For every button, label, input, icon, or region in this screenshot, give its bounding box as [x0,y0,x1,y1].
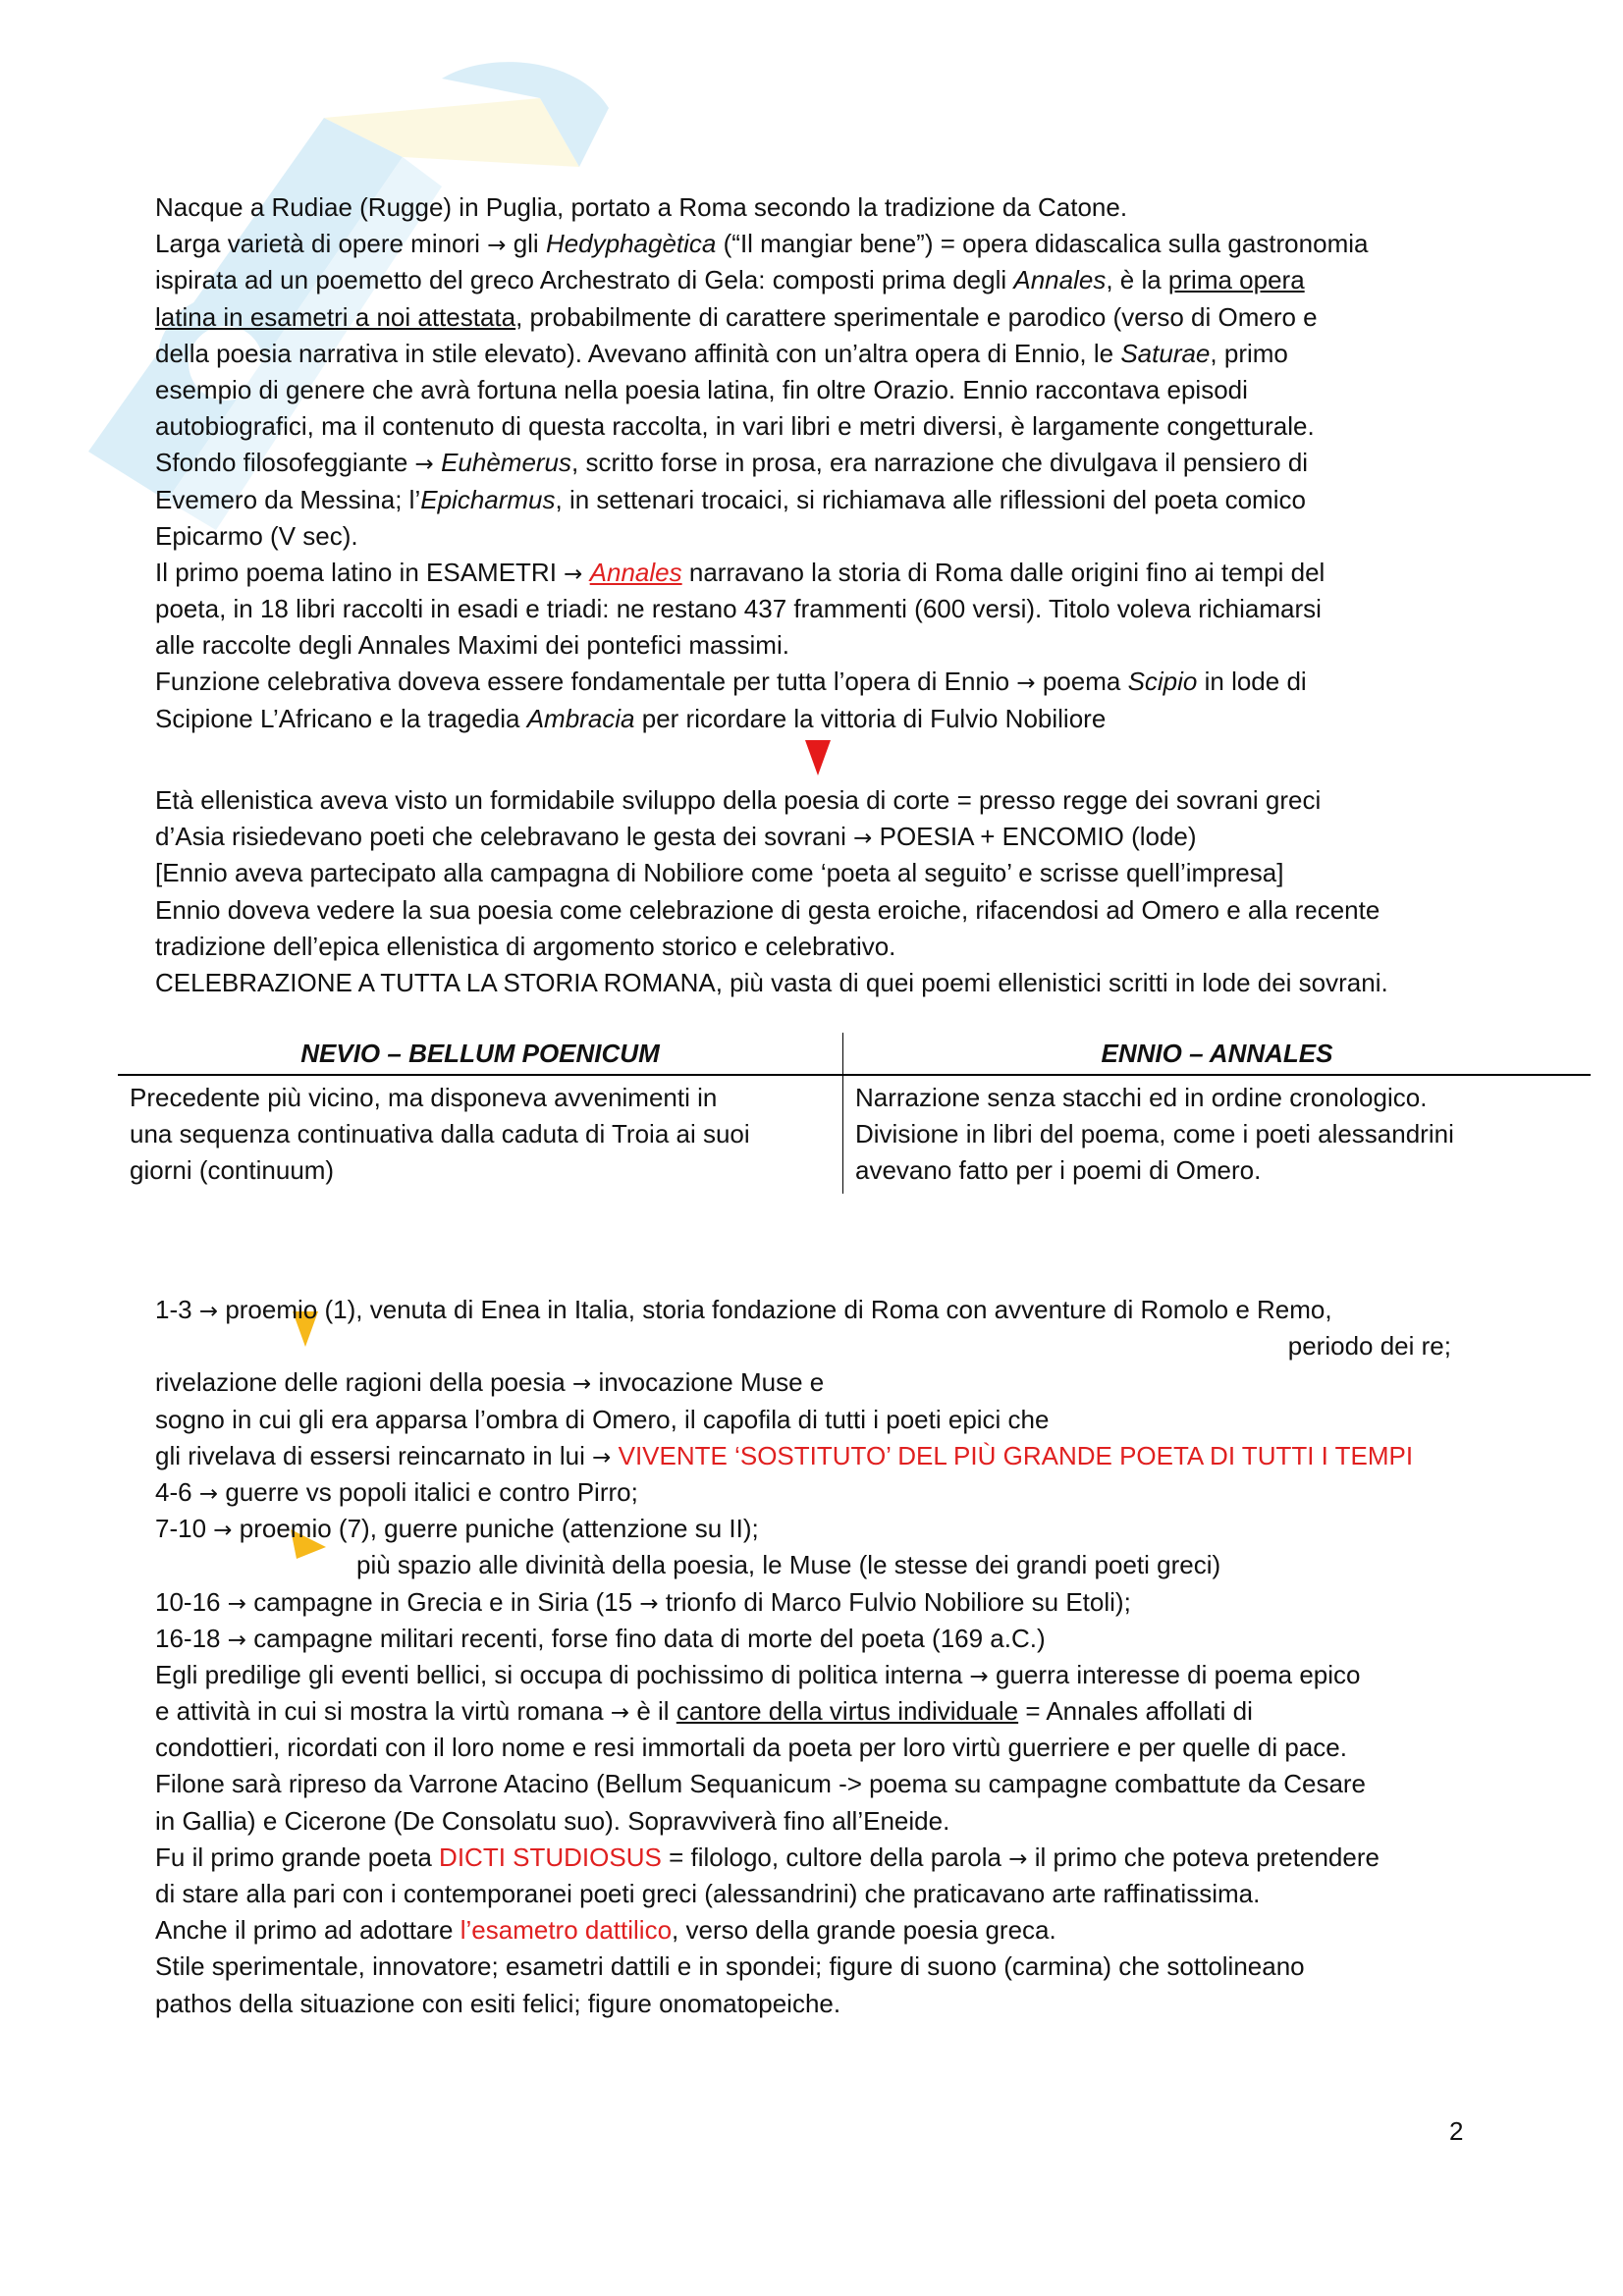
text-line [155,1766,1510,1802]
table-header-nevio: NEVIO – BELLUM POENICUM [118,1033,843,1075]
text-run: narravano la storia di Roma dalle origini fino ai tempi del [681,557,1325,587]
text-run [582,558,589,587]
arrow-icon: → [853,826,873,852]
text-line [155,929,1510,965]
text-line [155,1474,1510,1511]
page-number: 2 [1449,2116,1464,2146]
text-run: = Annales affollati di [1018,1696,1253,1727]
text-run: Funzione celebrativa doveva essere fondamentale per tutta l’opera di Ennio [155,667,1017,697]
highlighted-text: Annales [589,557,682,587]
text-line [155,1986,1510,2022]
text-run: , probabilmente di carattere sperimentale e parodico (verso di Omero e [515,301,1318,332]
table-line: Precedente più vicino, ma disponeva avvenimenti in [130,1083,718,1112]
text-line [155,1840,1510,1876]
italic-title: Epicharmus [420,484,556,514]
arrow-icon: → [969,1663,989,1689]
text-run: sogno in cui gli era apparsa l’ombra di Omero, il capofila di tutti i poeti epici che [155,1404,1050,1434]
text-line [155,1328,1510,1364]
text-line [155,518,1510,555]
text-run: esempio di genere che avrà fortuna nella poesia latina, fin oltre Orazio. Ennio raccontava episodi [155,374,1248,404]
text-run: proemio (1), venuta di Enea in Italia, storia fondazione di Roma con avventure di Romolo e Remo, [218,1295,1332,1324]
text-line [155,701,1510,737]
text-run: della poesia narrativa in stile elevato). Avevano affinità con un’altra opera di Ennio, le [155,338,1121,368]
text-line [155,1803,1510,1840]
text-line [155,627,1510,664]
text-run: CELEBRAZIONE A TUTTA LA STORIA ROMANA, più vasta di quei poemi ellenistici scritti in lode dei sovrani. [155,967,1388,997]
arrow-icon: → [227,1590,247,1617]
arrow-icon: → [564,561,583,587]
text-run [611,1441,618,1470]
text-run: d’Asia risiedevano poeti che celebravano le gesta dei sovrani [155,822,854,852]
text-line [155,1949,1510,1985]
text-run: Egli predilige gli eventi bellici, si occupa di pochissimo di politica interna [155,1659,970,1689]
text-run: in Gallia) e Cicerone (De Consolatu suo). Sopravviverà fino all’Eneide. [155,1805,950,1836]
text-run: Ennio doveva vedere la sua poesia come celebrazione di gesta eroiche, rifacendosi ad Omero e alla recente [155,894,1380,925]
table-line: una sequenza continuativa dalla caduta di Troia ai suoi [130,1119,750,1149]
text-line [155,1657,1510,1693]
text-line [155,1584,1510,1621]
annales-books-block [155,1292,1510,2022]
table-line: avevano fatto per i poemi di Omero. [855,1155,1262,1186]
text-run: proemio (7), guerre puniche (attenzione su II); [232,1514,759,1544]
text-line [155,892,1510,929]
text-line [155,965,1510,1001]
table-line: Divisione in libri del poema, come i poeti alessandrini [855,1119,1454,1149]
table-line: Narrazione senza stacchi ed in ordine cronologico. [855,1083,1428,1112]
underlined-text: cantore della virtus individuale [676,1696,1019,1727]
text-run: rivelazione delle ragioni della poesia [155,1367,572,1398]
text-run: Larga varietà di opere minori [155,229,488,259]
text-run: campagne militari recenti, forse fino data di morte del poeta (169 a.C.) [246,1623,1046,1653]
text-run: Epicarmo (V sec). [155,520,358,551]
text-run: invocazione Muse e [591,1367,825,1398]
text-run: tradizione dell’epica ellenistica di argomento storico e celebrativo. [155,931,896,961]
text-line [155,855,1510,891]
arrow-icon: → [487,233,507,259]
highlighted-text: l’esametro dattilico [460,1915,673,1946]
text-line [155,262,1510,298]
text-line [155,445,1510,481]
text-run: , è la [1106,265,1168,295]
arrow-icon: → [227,1627,247,1653]
italic-title: Scipio [1127,667,1198,697]
text-run: Anche il primo ad adottare [155,1915,460,1946]
text-run: Filone sarà ripreso da Varrone Atacino (Bellum Sequanicum -> poema su campagne combattute da Cesare [155,1769,1367,1799]
text-run: Stile sperimentale, innovatore; esametri dattili e in spondei; figure di suono (carmina) che sottolineano [155,1951,1305,1982]
text-run: Fu il primo grande poeta [155,1842,440,1872]
text-line [155,782,1510,819]
italic-title: Ambracia [526,703,635,733]
text-run: , verso della grande poesia greca. [672,1915,1056,1946]
underlined-text: prima opera [1167,265,1305,295]
text-run: 10-16 [155,1586,228,1617]
text-run: poema [1035,667,1128,697]
arrow-icon: → [592,1444,612,1470]
text-line [155,1876,1510,1912]
text-run: poeta, in 18 libri raccolti in esadi e triadi: ne restano 437 frammenti (600 versi). Titolo voleva richiamarsi [155,594,1322,624]
arrow-icon: → [1008,1845,1028,1872]
text-run: il primo che poteva pretendere [1027,1842,1380,1872]
text-run: = filologo, cultore della parola [661,1842,1009,1872]
italic-title: Annales [1013,265,1107,295]
text-line [155,555,1510,591]
text-run: Età ellenistica aveva visto un formidabile sviluppo della poesia di corte = presso regge dei sovrani greci [155,785,1322,815]
text-run: Nacque a Rudiae (Rugge) in Puglia, portato a Roma secondo la tradizione da Catone. [155,192,1128,222]
text-line [155,664,1510,700]
text-run: guerra interesse di poema epico [988,1659,1361,1689]
text-run: gli [506,229,546,259]
table-header-ennio: ENNIO – ANNALES [843,1033,1592,1075]
text-run: 7-10 [155,1514,214,1544]
hellenistic-block [155,782,1510,1001]
arrow-icon: → [198,1480,219,1507]
italic-title: Saturae [1120,338,1211,368]
text-line [155,1402,1510,1438]
text-line [155,1511,1510,1547]
italic-title: Hedyphagètica [545,229,717,259]
table-cell-nevio [118,1075,843,1194]
text-line [155,1364,1510,1401]
arrow-icon: → [1016,670,1036,697]
text-line [155,1292,1510,1328]
text-run: , primo [1210,338,1288,368]
text-run: per ricordare la vittoria di Fulvio Nobiliore [634,703,1107,733]
text-run: campagne in Grecia e in Siria (15 [246,1586,640,1617]
intro-block [155,189,1510,737]
text-run: Il primo poema latino in ESAMETRI [155,557,565,587]
text-run: 16-18 [155,1623,228,1653]
comparison-table [118,1033,1591,1194]
text-run: trionfo di Marco Fulvio Nobiliore su Etoli); [658,1586,1131,1617]
text-line [155,819,1510,855]
arrow-icon: → [610,1700,630,1727]
arrow-icon: → [213,1518,233,1544]
text-run: gli rivelava di essersi reincarnato in lui [155,1440,593,1470]
text-run: ispirata ad un poemetto del greco Archestrato di Gela: composti prima degli [155,265,1014,295]
text-line [155,408,1510,445]
text-line [155,336,1510,372]
text-run: autobiografici, ma il contenuto di questa raccolta, in vari libri e metri diversi, è largamente congetturale. [155,411,1315,442]
text-run: alle raccolte degli Annales Maximi dei pontefici massimi. [155,630,789,661]
text-run: [Ennio aveva partecipato alla campagna di Nobiliore come ‘poeta al seguito’ e scrisse quell’impresa] [155,858,1284,888]
text-line [155,299,1510,336]
text-run: è il [629,1696,676,1727]
text-run: pathos della situazione con esiti felici; figure onomatopeiche. [155,1988,841,2018]
text-run: di stare alla pari con i contemporanei poeti greci (alessandrini) che praticavano arte raffinatissima. [155,1879,1261,1908]
underlined-text: latina in esametri a noi attestata [155,301,516,332]
text-run: (“Il mangiar bene”) = opera didascalica sulla gastronomia [716,229,1369,259]
red-pointer-marker [803,738,833,777]
table-cell-ennio [843,1075,1592,1194]
text-run: , scritto forse in prosa, era narrazione che divulgava il pensiero di [571,448,1309,478]
text-run: più spazio alle divinità della poesia, le Muse (le stesse dei grandi poeti greci) [356,1550,1221,1580]
highlighted-text: VIVENTE ‘SOSTITUTO’ DEL PIÙ GRANDE POETA DI TUTTI I TEMPI [618,1440,1414,1470]
text-run: periodo dei re; [1287,1331,1451,1362]
text-line [155,1547,1510,1583]
text-run: guerre vs popoli italici e contro Pirro; [218,1476,638,1507]
text-line [155,372,1510,408]
arrow-icon: → [639,1590,659,1617]
table-line: giorni (continuum) [130,1155,335,1186]
text-run: 4-6 [155,1476,199,1507]
text-run: Evemero da Messina; l’ [155,484,421,514]
text-run: in lode di [1197,667,1307,697]
text-line [155,1730,1510,1766]
text-line [155,1621,1510,1657]
highlighted-text: DICTI STUDIOSUS [439,1842,662,1872]
text-line [155,1912,1510,1949]
text-run: POESIA + ENCOMIO (lode) [872,822,1197,852]
text-line [155,226,1510,262]
text-run: e attività in cui si mostra la virtù romana [155,1696,611,1727]
text-run: condottieri, ricordati con il loro nome e resi immortali da poeta per loro virtù guerriere e per quelle di pace. [155,1733,1347,1763]
text-run: , in settenari trocaici, si richiamava alle riflessioni del poeta comico [555,484,1306,514]
arrow-icon: → [571,1371,592,1398]
italic-title: Euhèmerus [441,448,572,478]
arrow-icon: → [198,1299,219,1324]
text-run [434,448,441,477]
text-line [155,189,1510,226]
text-run: 1-3 [155,1295,199,1324]
text-line [155,1693,1510,1730]
text-line [155,1438,1510,1474]
text-line [155,482,1510,518]
text-run: Scipione L’Africano e la tragedia [155,703,527,733]
text-run: Sfondo filosofeggiante [155,448,415,478]
text-line [155,591,1510,627]
arrow-icon: → [414,452,434,478]
